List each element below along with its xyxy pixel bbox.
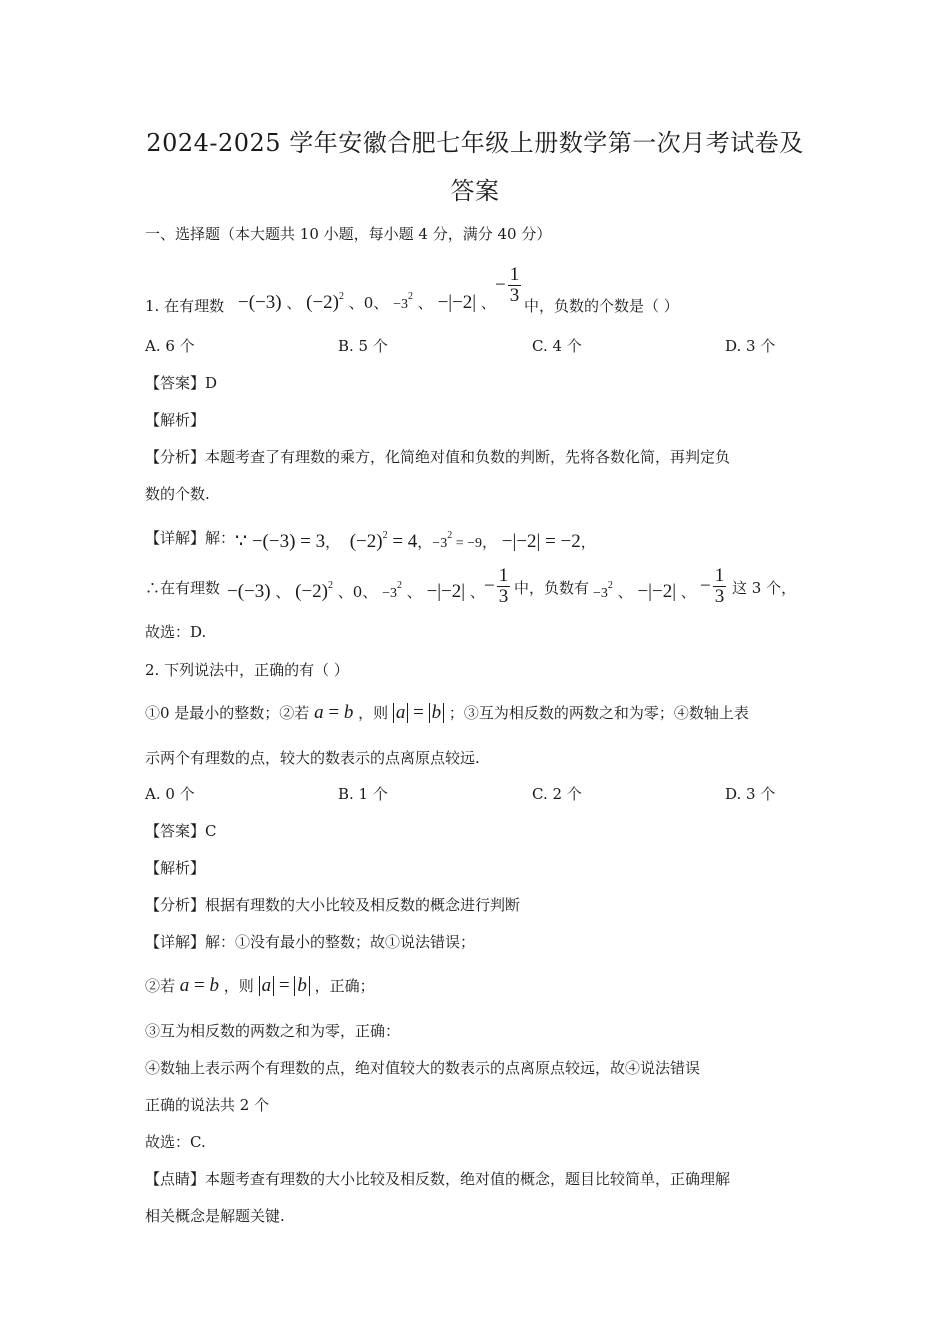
detail-1: 【详解】解：①没有最小的整数；故①说法错误；	[145, 933, 476, 951]
dianjing-text: 【点睛】本题考查有理数的大小比较及相反数，绝对值的概念，题目比较简单，正确理解	[145, 1170, 731, 1188]
therefore-suffix: 这 3 个，	[732, 579, 797, 597]
page-title: 2024-2025 学年安徽合肥七年级上册数学第一次月考试卷及	[146, 129, 804, 157]
detail-2: ②若 a = b ，则 a = b ，正确；	[145, 975, 375, 996]
question-1-suffix: 中，负数的个数是（ ）	[524, 297, 679, 315]
question-1-prefix: 1. 在有理数	[145, 297, 225, 315]
therefore-mid: 中，负数有	[514, 579, 590, 597]
analysis-text-2: 数的个数.	[145, 485, 210, 503]
option-b: B. 5 个	[338, 337, 388, 355]
dianjing-text-2: 相关概念是解题关键.	[145, 1207, 285, 1225]
choice-text-2: 故选：C.	[145, 1133, 206, 1151]
analysis-label: 【解析】	[145, 411, 206, 429]
choice-text: 故选：D.	[145, 623, 207, 641]
question-1-math: −(−3) 、 $(-2)^2$ 、0、 $-3^2$ 、 −|−2| 、	[238, 291, 496, 313]
option-a: A. 6 个	[145, 337, 195, 355]
analysis-label-2: 【解析】	[145, 859, 206, 877]
answer-label-2: 【答案】C	[145, 822, 217, 840]
page-title-line2: 答案	[450, 177, 500, 205]
detail-label: 【详解】解：	[145, 529, 236, 547]
detail-4: ④数轴上表示两个有理数的点，绝对值较大的数表示的点离原点较远，故④说法错误	[145, 1059, 701, 1077]
therefore-fraction-2: − $\frac{1}{3}$	[700, 565, 725, 607]
question-2-stem: 2. 下列说法中，正确的有（ ）	[145, 661, 349, 679]
analysis-text-q2: 【分析】根据有理数的大小比较及相反数的概念进行判断	[145, 896, 521, 914]
option-d-2: D. 3 个	[725, 785, 776, 803]
answer-label: 【答案】D	[145, 374, 218, 392]
therefore-math-2: $-3^2$ 、 −|−2| 、	[593, 580, 696, 602]
detail-math: ∵ −(−3) = 3， $(-2)^2 = 4$，$-3^2 = -9$， −|−2| = −2，	[235, 530, 596, 552]
option-d: D. 3 个	[725, 337, 776, 355]
option-a-2: A. 0 个	[145, 785, 195, 803]
option-c-2: C. 2 个	[532, 785, 582, 803]
statements-line1: ①0 是最小的整数；②若 a = b ，则 a = b ；③互为相反数的两数之和为零；④数轴上表	[145, 702, 749, 723]
therefore-fraction: − $\frac{1}{3}$	[484, 565, 509, 607]
option-b-2: B. 1 个	[338, 785, 388, 803]
statements-line2: 示两个有理数的点，较大的数表示的点离原点较远.	[145, 749, 480, 767]
therefore-math: −(−3) 、 $(-2)^2$ 、0、 $-3^2$ 、 −|−2| 、	[227, 580, 485, 602]
section-heading: 一、选择题（本大题共 10 小题，每小题 4 分，满分 40 分）	[145, 225, 552, 243]
detail-5: 正确的说法共 2 个	[145, 1096, 270, 1114]
option-c: C. 4 个	[532, 337, 582, 355]
question-1-fraction: − $\frac{1}{3}$	[495, 264, 520, 306]
detail-3: ③互为相反数的两数之和为零，正确：	[145, 1022, 401, 1040]
therefore-prefix: ∴在有理数	[145, 579, 221, 597]
analysis-text: 【分析】本题考查了有理数的乘方，化简绝对值和负数的判断，先将各数化简，再判定负	[145, 448, 731, 466]
